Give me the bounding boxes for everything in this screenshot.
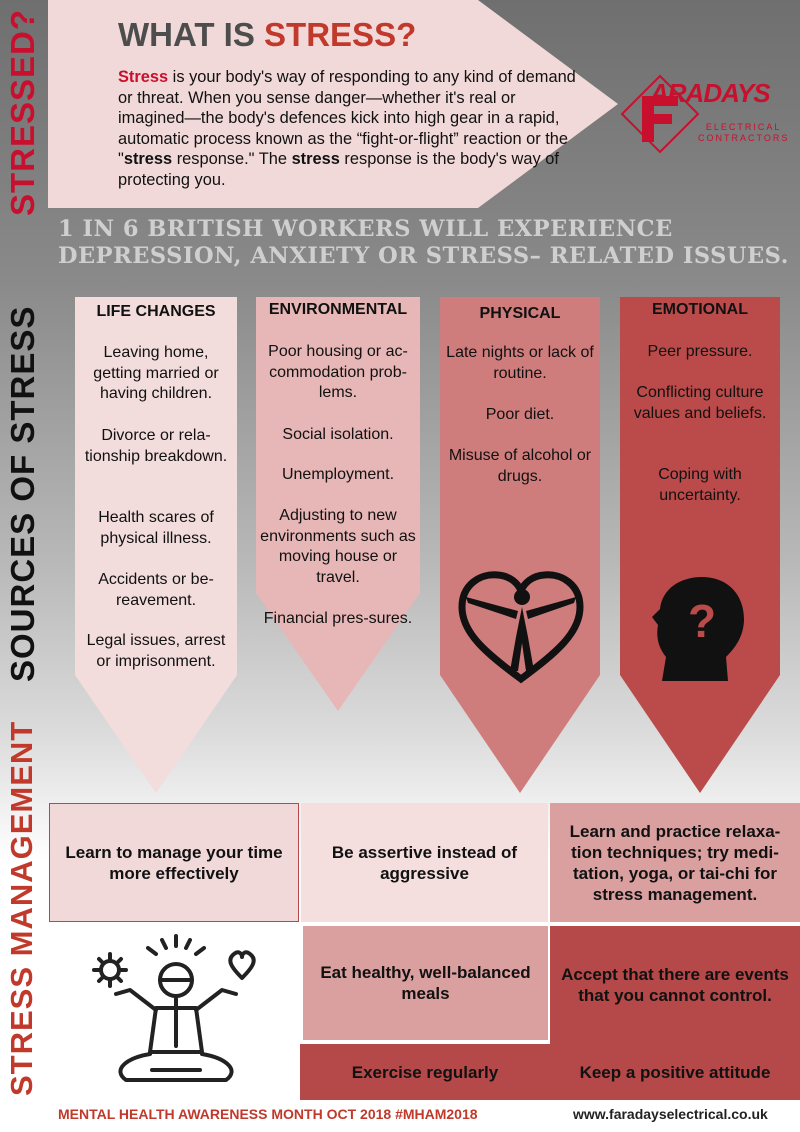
intro-stress-word: stress: [123, 150, 173, 168]
column-item: Coping with uncertainty.: [658, 466, 742, 504]
column-item: Social isolation.: [282, 426, 394, 443]
intro-stress-word: Stress: [118, 68, 169, 86]
meditation-person-icon: [56, 930, 296, 1100]
tip-tile-exercise: Exercise regularly: [300, 1044, 550, 1100]
sidebar-label-management: STRESS MANAGEMENT: [4, 720, 39, 1096]
column-title: ENVIRONMENTAL: [268, 301, 408, 318]
intro-stress-word: stress: [291, 150, 340, 168]
logo-subtitle-line2: CONTRACTORS: [698, 133, 790, 143]
column-item: Accidents or be-reavement.: [98, 571, 214, 609]
column-arrow-shape: [620, 297, 780, 793]
intro-text-part: is your body's way of responding to any kind of demand or threat. When you sense danger—whether it's real or imagined—the body's defences kick into high gear in a rapid, automatic process known as the “fight-or-flight” reaction or the ": [118, 68, 576, 168]
intro-text: [118, 67, 578, 190]
faradays-logo[interactable]: [620, 70, 795, 160]
intro-panel: [48, 0, 618, 208]
tip-tile-time-management: Learn to manage your time more effectively: [49, 803, 299, 922]
headline: [58, 216, 798, 270]
sidebar-label-sources: SOURCES OF STRESS: [4, 305, 41, 682]
sidebar-label-stressed: STRESSED?: [4, 8, 41, 216]
intro-title: [118, 16, 416, 54]
intro-title-part2: STRESS?: [264, 16, 417, 53]
head-question-icon: [652, 577, 752, 687]
tip-tile-positive-attitude: Keep a positive attitude: [550, 1044, 800, 1100]
column-item: Late nights or lack of routine.: [446, 344, 594, 382]
footer-campaign: MENTAL HEALTH AWARENESS MONTH OCT 2018 #MHAM2018: [58, 1106, 478, 1122]
column-item: Financial pres-sures.: [263, 610, 413, 627]
footer-website-link[interactable]: www.faradayselectrical.co.uk: [573, 1106, 768, 1122]
column-item: Poor housing or ac-commodation prob-lems.: [268, 343, 408, 401]
intro-text-part: response." The: [172, 150, 292, 168]
svg-text:?: ?: [687, 595, 717, 647]
column-item: Poor diet.: [485, 406, 555, 423]
tip-tile-relaxation: Learn and practice relaxa-tion techniques; try medi-tation, yoga, or tai-chi for stress management.: [550, 803, 800, 922]
column-item: Legal issues, arrest or imprisonment.: [86, 632, 226, 670]
logo-wordmark: ARADAYS: [650, 78, 770, 108]
column-item: Misuse of alcohol or drugs.: [448, 447, 592, 485]
intro-title-part1: WHAT IS: [118, 16, 265, 53]
sidebar: [0, 0, 46, 1132]
column-title: EMOTIONAL: [652, 301, 748, 318]
column-title: LIFE CHANGES: [96, 303, 216, 320]
column-title: PHYSICAL: [479, 305, 561, 322]
heart-person-icon: [456, 567, 586, 687]
source-column-life-changes: [75, 297, 255, 793]
tip-tile-assertive: Be assertive instead of aggressive: [301, 803, 548, 922]
source-column-environmental: [256, 297, 436, 711]
column-item: Peer pressure.: [647, 343, 753, 360]
source-column-emotional: [620, 297, 800, 793]
tip-tile-healthy-meals: Eat healthy, well-balanced meals: [303, 926, 548, 1040]
column-item: Health scares of physical illness.: [98, 509, 214, 547]
column-item: Unemployment.: [281, 466, 395, 483]
column-item: Divorce or rela-tionship breakdown.: [84, 427, 228, 465]
column-item: Conflicting culture values and beliefs.: [633, 384, 767, 422]
meditation-illustration: [56, 930, 296, 1100]
logo-subtitle: [698, 122, 789, 144]
headline-line1: 1 IN 6 BRITISH WORKERS WILL EXPERIENCE: [58, 216, 673, 242]
intro-text-part: response is the body's way of protecting you.: [118, 150, 559, 189]
logo-subtitle-line1: ELECTRICAL: [705, 122, 782, 132]
column-item: Leaving home, getting married or having children.: [93, 344, 219, 402]
column-item: Adjusting to new environments such as moving house or travel.: [260, 507, 416, 586]
headline-line2: DEPRESSION, ANXIETY OR STRESS– RELATED ISSUES.: [58, 243, 789, 269]
source-column-physical: [440, 297, 620, 793]
tip-tile-accept-events: Accept that there are events that you cannot control.: [550, 926, 800, 1044]
